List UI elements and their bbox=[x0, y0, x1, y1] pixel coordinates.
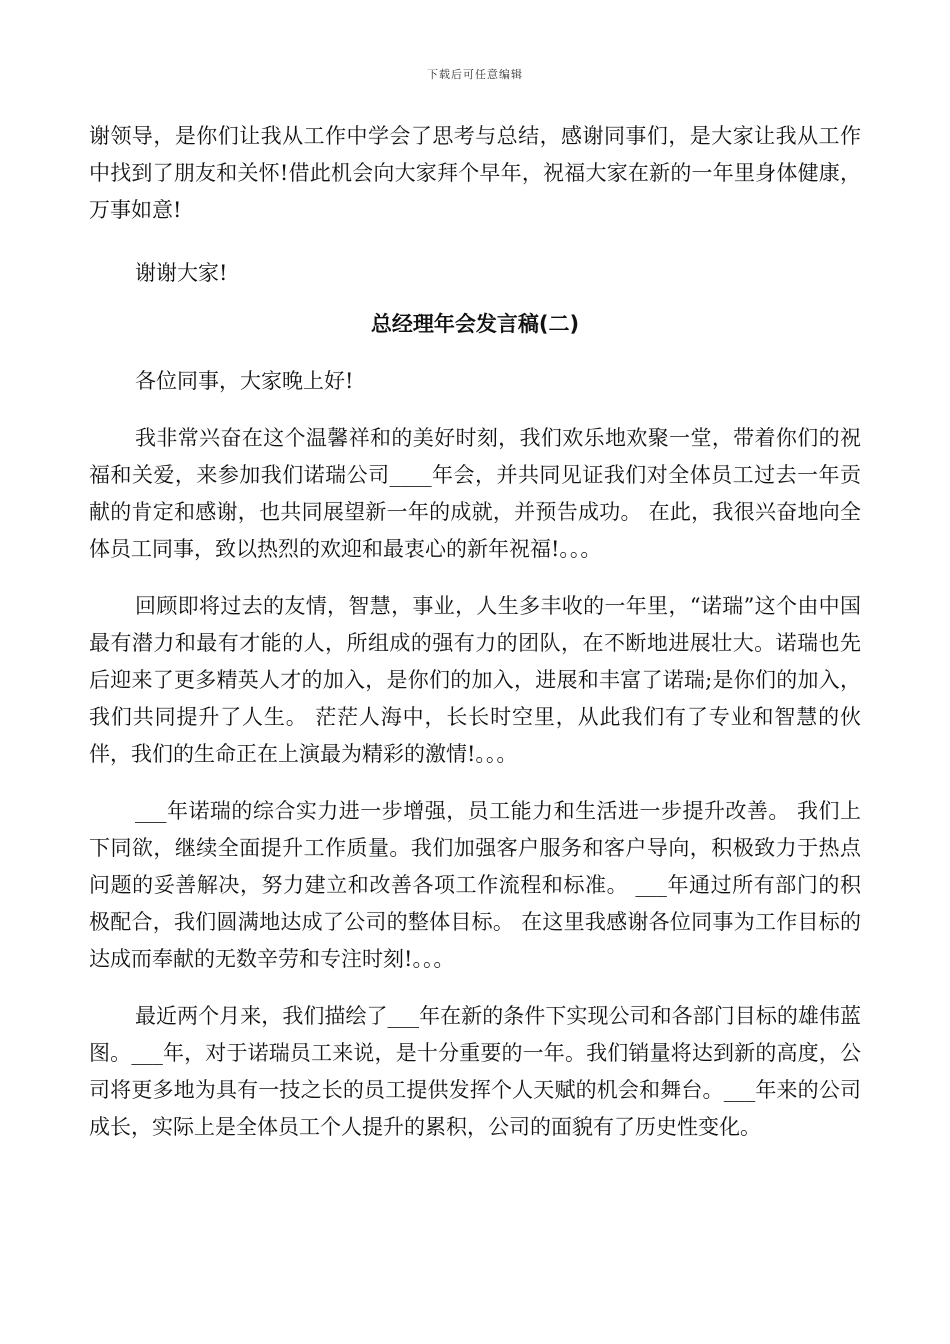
paragraph-greeting: 各位同事，大家晚上好! bbox=[135, 369, 354, 393]
header-note: 下载后可任意编辑 bbox=[427, 68, 523, 81]
paragraph-thanks-leaders: 谢领导，是你们让我从工作中学会了思考与总结，感谢同事们，是大家让我从工作中找到了朋友和关怀!借此机会向大家拜个早年，祝福大家在新的一年里身体健康，万事如意! bbox=[89, 124, 861, 222]
paragraph-outlook: 最近两个月来，我们描绘了___年在新的条件下实现公司和各部门目标的雄伟蓝图。___年，对于诺瑞员工来说，是十分重要的一年。我们销量将达到新的高度，公司将更多地为具有一技之长的员工提供发挥个人天赋的机会和舞台。___年来的公司成长，实际上是全体员工个人提升的累积，公司的面貌有了历史性变化。 bbox=[89, 1004, 861, 1139]
document-body bbox=[89, 118, 861, 1146]
paragraph-achievements: ___年诺瑞的综合实力进一步增强，员工能力和生活进一步提升改善。 我们上下同欲，继续全面提升工作质量。我们加强客户服务和客户导向，积极致力于热点问题的妥善解决，努力建立和改善各项工作流程和标准。 ___年通过所有部门的积极配合，我们圆满地达成了公司的整体目标。 在这里我感谢各位同事为工作目标的达成而奉献的无数辛劳和专注时刻!。。。 bbox=[89, 799, 861, 971]
paragraph-opening: 我非常兴奋在这个温馨祥和的美好时刻，我们欢乐地欢聚一堂，带着你们的祝福和关爱，来参加我们诺瑞公司____年会，并共同见证我们对全体员工过去一年贡献的肯定和感谢，也共同展望新一年的成就，并预告成功。 在此，我很兴奋地向全体员工同事，致以热烈的欢迎和最衷心的新年祝福!。。。 bbox=[89, 426, 861, 561]
document-title: 总经理年会发言稿(二) bbox=[370, 312, 580, 336]
paragraph-review: 回顾即将过去的友情，智慧，事业，人生多丰收的一年里，“诺瑞”这个由中国最有潜力和最有才能的人，所组成的强有力的团队，在不断地进展壮大。诺瑞也先后迎来了更多精英人才的加入，是你们的加入，进展和丰富了诺瑞;是你们的加入，我们共同提升了人生。 茫茫人海中，长长时空里，从此我们有了专业和智慧的伙伴，我们的生命正在上演最为精彩的激情!。。。 bbox=[89, 594, 861, 766]
paragraph-thank-you: 谢谢大家! bbox=[135, 261, 228, 285]
